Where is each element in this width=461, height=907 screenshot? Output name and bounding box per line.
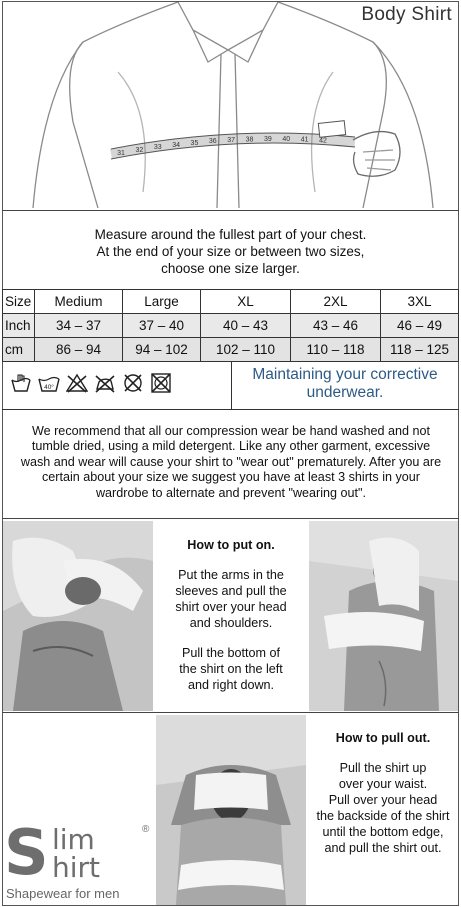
- table-cell: 102 – 110: [201, 338, 291, 362]
- photo-put-on-2-figure: [309, 521, 458, 711]
- size-header-cell: XL: [201, 290, 291, 314]
- recommend-line: certain about your size we suggest you have at least 3 shirts in your: [41, 470, 420, 485]
- table-cell: 86 – 94: [35, 338, 123, 362]
- table-row: [3, 338, 459, 362]
- tape-tick-label: 37: [227, 137, 236, 145]
- size-header-cell: Large: [123, 290, 201, 314]
- wash-40-icon: [38, 372, 60, 394]
- size-header-cell: 2XL: [291, 290, 381, 314]
- photo-pull-out: [156, 715, 306, 905]
- divider: [2, 518, 459, 519]
- care-title-line-1: Maintaining your corrective: [252, 366, 438, 383]
- pull-out-line: the backside of the shirt: [316, 809, 450, 823]
- no-bleach-icon: [66, 372, 88, 394]
- logo-registered-mark: ®: [142, 824, 150, 835]
- table-cell: 40 – 43: [201, 314, 291, 338]
- no-iron-icon: [94, 372, 116, 394]
- recommend-line: wash and wear will cause your shirt to "wear out" prematurely. After you are: [20, 454, 442, 469]
- table-cell: 46 – 49: [381, 314, 459, 338]
- put-on-step-2-line: the shirt on the left: [179, 662, 283, 676]
- pull-out-title: How to pull out.: [335, 731, 431, 745]
- photo-put-on-1-figure: [3, 521, 153, 711]
- pull-out-line: and pull the shirt out.: [324, 841, 442, 855]
- table-cell: 94 – 102: [123, 338, 201, 362]
- tape-tick-label: 31: [117, 150, 125, 158]
- tape-tick-label: 39: [264, 136, 272, 144]
- pull-out-line: until the bottom edge,: [322, 825, 444, 839]
- recommend-line: tumble dried, using a mild detergent. Like any other garment, excessive: [31, 439, 431, 454]
- tape-tick-label: 41: [300, 136, 309, 144]
- pull-out-steps: [308, 760, 458, 856]
- no-tumble-dry-icon: [150, 372, 172, 394]
- size-header-cell: 3XL: [381, 290, 459, 314]
- table-cell: 110 – 118: [291, 338, 381, 362]
- size-header-cell: Size: [3, 290, 35, 314]
- put-on-step-2-line: and right down.: [187, 678, 275, 692]
- measure-line-1: Measure around the fullest part of your chest.: [94, 227, 367, 242]
- photo-put-on-1: [3, 521, 153, 711]
- recommend-line: wardrobe to alternate and prevent "wearing out".: [95, 485, 367, 500]
- care-section: [2, 362, 459, 410]
- table-cell: 118 – 125: [381, 338, 459, 362]
- pull-out-instructions: [308, 730, 458, 870]
- tape-tick-label: 42: [319, 137, 327, 145]
- put-on-step-1-line: and shoulders.: [189, 616, 273, 630]
- logo-letter-s: S: [4, 816, 49, 889]
- put-on-instructions: [158, 537, 304, 707]
- divider: [2, 712, 459, 713]
- tape-tick-label: 33: [153, 144, 162, 152]
- size-table: [2, 289, 459, 362]
- shirt-measure-drawing: [3, 2, 458, 208]
- logo-hirt: hirt: [52, 851, 101, 884]
- put-on-step-1-line: shirt over your head: [175, 600, 287, 614]
- table-cell: 34 – 37: [35, 314, 123, 338]
- measure-line-3: choose one size larger.: [161, 261, 300, 276]
- table-cell: Inch: [3, 314, 35, 338]
- put-on-step-2: [158, 645, 304, 693]
- put-on-title: How to put on.: [187, 538, 275, 552]
- page-title: Body Shirt: [361, 4, 452, 25]
- hero-illustration: [3, 2, 458, 208]
- measure-instructions: [3, 213, 458, 285]
- photo-put-on-2: [309, 521, 458, 711]
- size-table-header: [3, 290, 459, 314]
- put-on-step-1-line: sleeves and pull the: [175, 584, 287, 598]
- tape-tick-label: 32: [135, 146, 144, 154]
- pull-out-line: Pull the shirt up: [339, 761, 427, 775]
- care-icons: [10, 372, 172, 394]
- tape-tick-label: 36: [208, 138, 217, 146]
- table-cell: 37 – 40: [123, 314, 201, 338]
- table-cell: 43 – 46: [291, 314, 381, 338]
- put-on-step-2-line: Pull the bottom of: [181, 646, 280, 660]
- logo-lim: lim: [52, 823, 95, 856]
- pull-out-line: over your waist.: [338, 777, 428, 791]
- tape-tick-label: 35: [190, 139, 199, 147]
- wash-temp-label: 40°: [44, 384, 54, 391]
- recommend-line: We recommend that all our compression wear be hand washed and not: [31, 424, 431, 438]
- size-header-cell: Medium: [35, 290, 123, 314]
- slimshirt-logo: [4, 816, 156, 904]
- photo-pull-out-figure: [156, 715, 306, 905]
- pull-out-line: Pull over your head: [328, 793, 438, 807]
- put-on-step-1: [158, 567, 304, 631]
- table-row: [3, 314, 459, 338]
- table-cell: cm: [3, 338, 35, 362]
- care-title: [234, 366, 456, 402]
- tape-tick-label: 40: [282, 136, 291, 144]
- care-divider: [231, 362, 232, 410]
- divider: [2, 210, 459, 211]
- tape-tick-label: 34: [172, 141, 180, 149]
- tape-tick-label: 38: [245, 136, 254, 144]
- hand-wash-icon: [10, 372, 32, 394]
- put-on-step-1-line: Put the arms in the: [178, 568, 284, 582]
- logo-tagline: Shapewear for men: [6, 886, 120, 901]
- care-recommendation: [6, 424, 456, 501]
- no-dry-clean-icon: [122, 372, 144, 394]
- care-title-line-2: underwear.: [306, 384, 384, 401]
- measure-line-2: At the end of your size or between two sizes,: [96, 244, 365, 259]
